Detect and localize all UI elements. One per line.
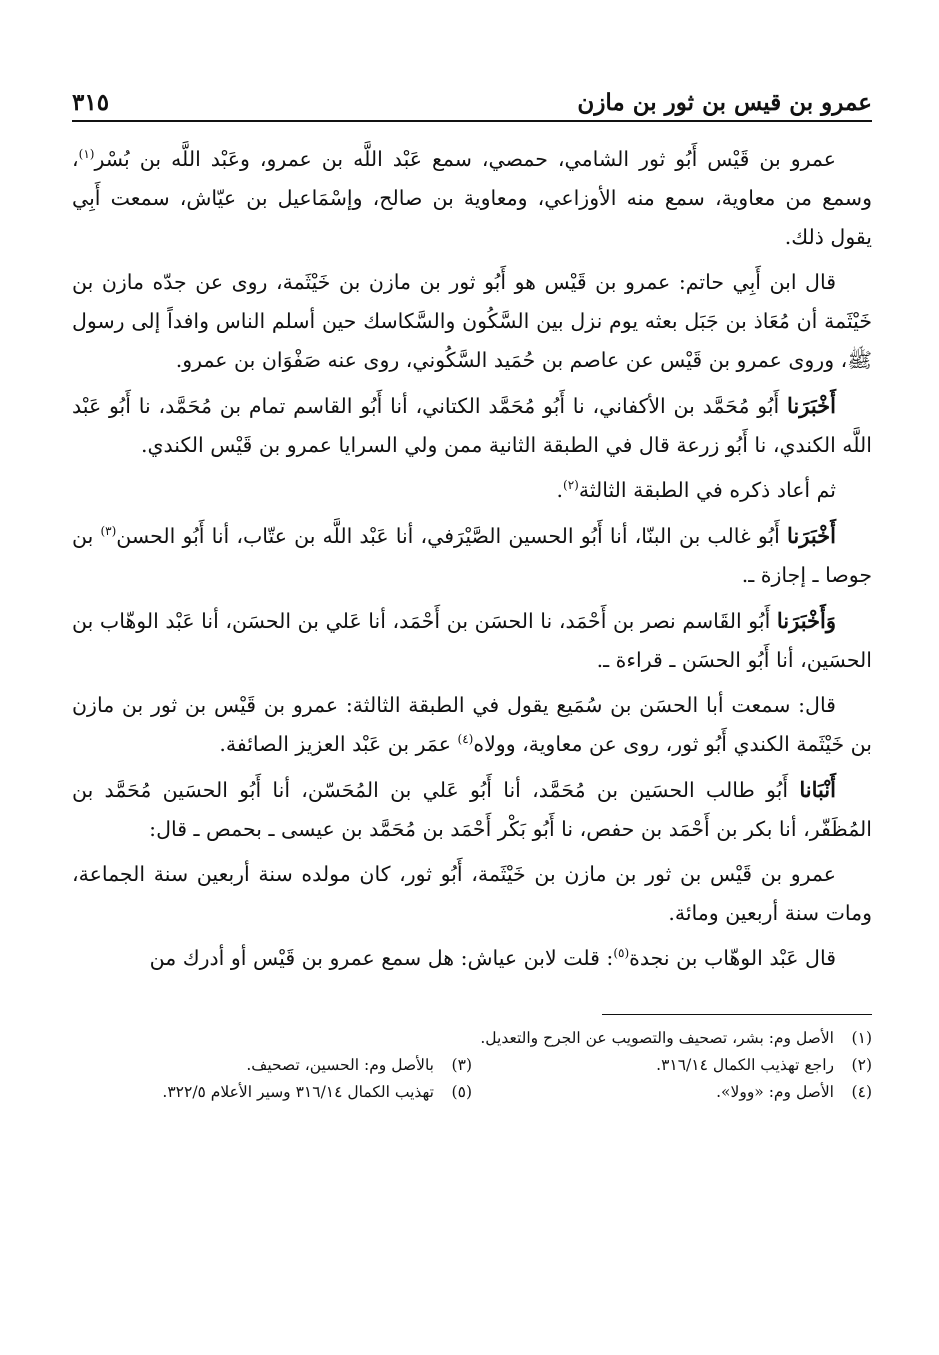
- isnad-keyword: أَخْبَرَنا: [787, 393, 836, 418]
- footnote-mark: (١): [851, 1029, 872, 1047]
- paragraph-6: [72, 601, 872, 680]
- paragraph-1-text-a: عمرو بن قَيْس أَبُو ثور الشامي، حمصي، سمع عَبْد اللَّه بن عمرو، وعَبْد اللَّه بن بُسْر: [94, 147, 836, 171]
- paragraph-10-text-a: قال عَبْد الوهّاب بن نجدة: [629, 946, 836, 970]
- footnote-2: [472, 1052, 872, 1079]
- paragraph-10-text-b: : قلت لابن عياش: هل سمع عمرو بن قَيْس أو أدرك من: [149, 946, 614, 970]
- isnad-keyword: أَنْبَانا: [799, 777, 836, 802]
- footnote-ref-4: (٤): [457, 732, 474, 747]
- running-header: [72, 78, 872, 122]
- paragraph-7-text-b: عمَر بن عَبْد العزيز الصائفة.: [219, 732, 458, 756]
- footnote-mark: (٤): [851, 1083, 872, 1101]
- paragraph-1: [72, 140, 872, 257]
- paragraph-7: [72, 686, 872, 764]
- footnote-ref-1: (١): [78, 147, 95, 162]
- footnotes: [72, 1025, 872, 1106]
- paragraph-7-text-a: قال: سمعت أبا الحسَن بن سُمَيع يقول في الطبقة الثالثة: عمرو بن قَيْس بن ثور بن مازن بن خَيْثَمة الكندي أَبُو ثور، روى عن معاوية، وولاه: [72, 693, 872, 756]
- paragraph-4-text: ثم أعاد ذكره في الطبقة الثالثة: [578, 478, 836, 502]
- paragraph-4: [72, 471, 872, 510]
- paragraph-8-text: أَبُو طالب الحسَين بن مُحَمَّد، أنا أَبُو عَلي بن المُحَسّن، أنا أَبُو الحسَين مُحَمَّد بن المُظَفّر، أنا بكر بن أَحْمَد بن حفص، نا أَبُو بَكْر أَحْمَد بن مُحَمَّد بن عيسى ـ بحمص ـ قال:: [72, 778, 872, 841]
- footnote-row: [72, 1079, 872, 1106]
- footnote-mark: (٥): [451, 1083, 472, 1101]
- header-title: عمرو بن قيس بن ثور بن مازن: [577, 89, 872, 116]
- footnote-text: راجع تهذيب الكمال ٣١٦/١٤.: [656, 1056, 834, 1074]
- footnote-text: تهذيب الكمال ٣١٦/١٤ وسير الأعلام ٣٢٢/٥.: [162, 1083, 434, 1101]
- paragraph-9: عمرو بن قَيْس بن ثور بن مازن بن خَيْثَمة، أَبُو ثور، كان مولده سنة أربعين سنة الجماعة، ومات سنة أربعين ومائة.: [72, 862, 872, 925]
- footnote-mark: (٢): [851, 1056, 872, 1074]
- paragraph-1-text-b: ، وسمع من معاوية، سمع منه الأوزاعي، ومعاوية بن صالح، وإسْمَاعيل بن عيّاش، سمعت أَبِي يقول ذلك.: [72, 147, 872, 249]
- paragraph-3-text: أَبُو مُحَمَّد بن الأكفاني، نا أَبُو مُحَمَّد الكتاني، أنا أَبُو القاسم تمام بن مُحَمَّد، نا أَبُو عَبْد اللَّه الكندي، نا أَبُو زرعة قال في الطبقة الثانية ممن ولي السرايا عمرو بن قَيْس الكندي.: [72, 394, 872, 457]
- paragraph-5: [72, 516, 872, 595]
- page-number: ٣١٥: [72, 89, 110, 116]
- footnote-text: الأصل وم: بشر، تصحيف والتصويب عن الجرح والتعديل.: [480, 1029, 834, 1047]
- footnote-text: الأصل وم: «وولا».: [716, 1083, 834, 1101]
- isnad-keyword: وَأَخْبَرَنا: [776, 608, 836, 633]
- footnote-4: [472, 1079, 872, 1106]
- isnad-keyword: أَخْبَرَنا: [787, 523, 836, 548]
- paragraph-2: قال ابن أَبِي حاتم: عمرو بن قَيْس هو أَبُو ثور بن مازن بن خَيْثَمة، روى عن جدّه مازن بن خَيْثَمة أن مُعَاذ بن جَبَل بعثه يوم نزل بين السَّكُون والسَّكاسك حين أسلم الناس وافداً إلى رسول ﷺ، وروى عمرو بن قَيْس عن عاصم بن حُمَيد السَّكُوني، روى عنه صَفْوَان بن عمرو.: [72, 270, 872, 372]
- footnote-ref-2: (٢): [563, 478, 579, 493]
- main-text: [72, 140, 872, 978]
- paragraph-10: [72, 939, 872, 978]
- footnote-mark: (٣): [451, 1056, 472, 1074]
- footnote-divider: [602, 1014, 872, 1015]
- footnote-3: [72, 1052, 472, 1079]
- footnote-ref-3: (٣): [100, 524, 117, 539]
- footnote-row: [72, 1052, 872, 1079]
- footnote-5: [72, 1079, 472, 1106]
- footnote-row: [72, 1025, 872, 1052]
- paragraph-6-text: أَبُو القَاسم نصر بن أَحْمَد، نا الحسَن بن أَحْمَد، أنا عَلي بن الحسَن، أنا عَبْد الوهّاب بن الحسَين، أنا أَبُو الحسَن ـ قراءة ـ.: [72, 609, 872, 672]
- paragraph-8: [72, 770, 872, 849]
- paragraph-5-text-a: أَبُو غالب بن البنّا، أنا أَبُو الحسين الصَّيْرَفي، أنا عَبْد اللَّه بن عتّاب، أنا أَبُو الحسن: [116, 524, 788, 548]
- book-page: [72, 78, 872, 1106]
- footnote-1: [72, 1025, 872, 1052]
- footnote-text: بالأصل وم: الحسين، تصحيف.: [246, 1056, 434, 1074]
- footnote-ref-5: (٥): [613, 946, 630, 961]
- paragraph-3: [72, 386, 872, 465]
- paragraph-5-text-b: بن جوصا ـ إجازة ـ.: [72, 524, 872, 587]
- paragraph-4-end: .: [556, 478, 563, 502]
